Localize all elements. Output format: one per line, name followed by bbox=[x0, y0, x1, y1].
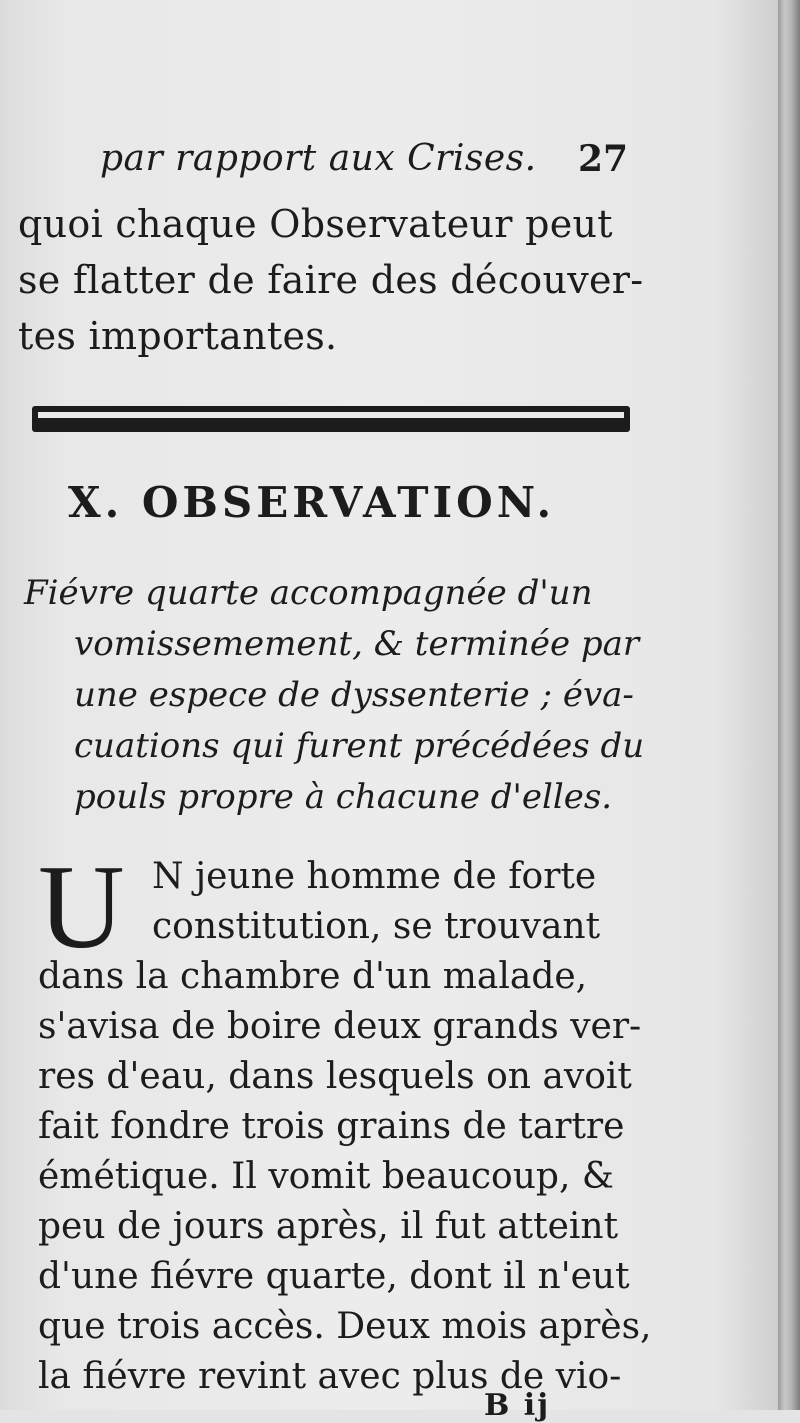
body-line: émétique. Il vomit beaucoup, & bbox=[38, 1156, 614, 1197]
page-number: 27 bbox=[578, 138, 629, 180]
section-heading: X. OBSERVATION. bbox=[68, 478, 556, 527]
page-edge bbox=[778, 0, 800, 1410]
summary-line: Fiévre quarte accompagnée d'un bbox=[24, 573, 593, 613]
body-line: que trois accès. Deux mois après, bbox=[38, 1306, 652, 1347]
body-line: dans la chambre d'un malade, bbox=[38, 956, 588, 997]
section-rule bbox=[32, 404, 630, 434]
summary-line: cuations qui furent précédées du bbox=[74, 726, 645, 766]
observation-summary bbox=[24, 568, 644, 823]
body-line: N jeune homme de forte bbox=[152, 856, 597, 897]
body-line: la fiévre revint avec plus de vio- bbox=[38, 1356, 622, 1397]
running-title: par rapport aux Crises. bbox=[100, 138, 537, 179]
body-line: fait fondre trois grains de tartre bbox=[38, 1106, 625, 1147]
rule-outer bbox=[32, 406, 630, 432]
summary-line: vomissemement, & terminée par bbox=[74, 624, 640, 664]
intro-line: quoi chaque Observateur peut bbox=[18, 202, 613, 246]
body-line: d'une fiévre quarte, dont il n'eut bbox=[38, 1256, 630, 1297]
rule-inner bbox=[38, 412, 624, 418]
body-line: peu de jours après, il fut atteint bbox=[38, 1206, 619, 1247]
intro-line: se flatter de faire des découver- bbox=[18, 258, 644, 302]
summary-line: une espece de dyssenterie ; éva- bbox=[74, 675, 634, 715]
summary-line: pouls propre à chacune d'elles. bbox=[74, 777, 613, 817]
body-line: res d'eau, dans lesquels on avoit bbox=[38, 1056, 632, 1097]
running-head bbox=[100, 138, 640, 186]
body-line: constitution, se trouvant bbox=[152, 906, 601, 947]
intro-line: tes importantes. bbox=[18, 314, 338, 358]
body-paragraph bbox=[38, 840, 652, 1402]
body-line: s'avisa de boire deux grands ver- bbox=[38, 1006, 642, 1047]
intro-paragraph bbox=[18, 196, 643, 364]
drop-cap: U bbox=[38, 840, 125, 973]
signature-mark: B ij bbox=[484, 1388, 551, 1423]
